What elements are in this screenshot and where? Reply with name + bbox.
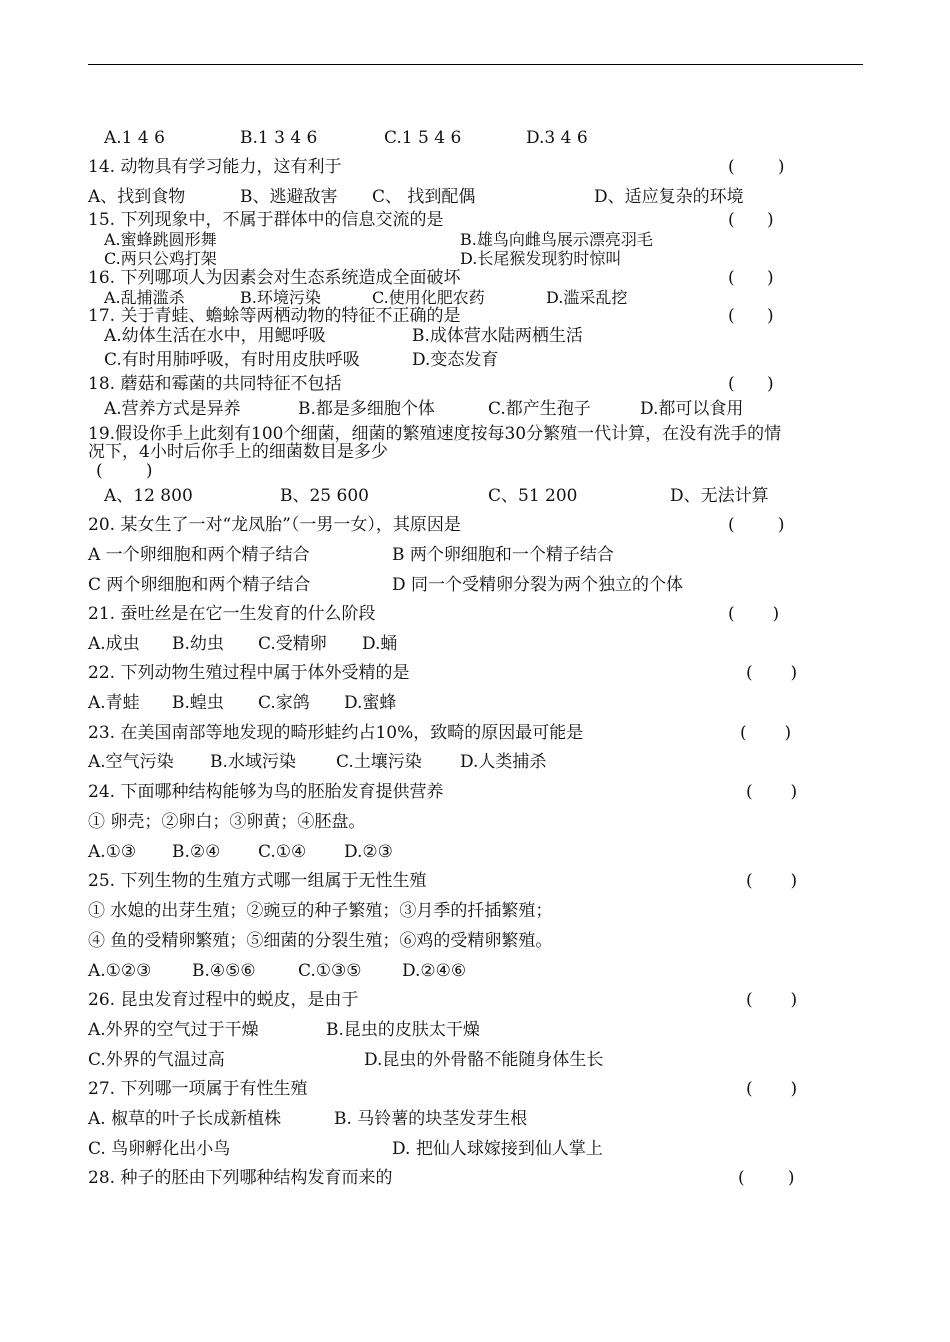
q19-stem-line-1: 19.假设你手上此刻有100个细菌，细菌的繁殖速度按每30分繁殖一代计算，在没有洗手的情 <box>88 424 782 444</box>
q18-option-d: D.都可以食用 <box>640 399 744 419</box>
q16-option-b: B.环境污染 <box>240 288 321 307</box>
q18-option-c: C.都产生孢子 <box>488 399 591 419</box>
q27-option-c: C. 鸟卵孵化出小鸟 <box>88 1139 231 1159</box>
q16-answer-blank[interactable]: ( ) <box>728 268 774 288</box>
q25-items-line-1: ① 水媳的出芽生殖；②豌豆的种子繁殖；③月季的扦插繁殖； <box>88 901 553 921</box>
q14-option-c: C、 找到配偶 <box>372 187 476 207</box>
q22-option-d: D.蜜蜂 <box>344 693 397 713</box>
q23-option-b: B.水域污染 <box>210 752 296 772</box>
q17-answer-blank[interactable]: ( ) <box>728 306 774 326</box>
q18-option-b: B.都是多细胞个体 <box>298 399 435 419</box>
q22-option-b: B.蝗虫 <box>172 693 224 713</box>
q18-answer-blank[interactable]: ( ) <box>728 374 774 394</box>
q21-option-c: C.受精卵 <box>258 634 327 654</box>
q27-stem: 27. 下列哪一项属于有性生殖 <box>88 1079 308 1099</box>
q13-option-b: B.1 3 4 6 <box>240 128 318 148</box>
q25-option-d: D.②④⑥ <box>402 961 467 981</box>
q20-stem: 20. 某女生了一对“龙凤胎”（一男一女），其原因是 <box>88 515 461 535</box>
q24-option-d: D.②③ <box>344 842 393 862</box>
q25-option-b: B.④⑤⑥ <box>192 961 256 981</box>
header-rule <box>88 64 863 65</box>
q16-option-a: A.乱捕滥杀 <box>104 288 185 307</box>
q18-stem: 18. 蘑菇和霉菌的共同特征不包括 <box>88 374 342 394</box>
q23-option-c: C.土壤污染 <box>336 752 422 772</box>
q21-option-d: D.蛹 <box>362 634 398 654</box>
q19-answer-blank[interactable]: ( ) <box>96 461 153 481</box>
q22-option-c: C.家鸽 <box>258 693 310 713</box>
q17-option-d: D.变态发育 <box>412 350 499 370</box>
q24-stem: 24. 下面哪种结构能够为鸟的胚胎发育提供营养 <box>88 782 444 802</box>
q22-answer-blank[interactable]: ( ) <box>746 663 798 683</box>
q27-answer-blank[interactable]: ( ) <box>746 1079 798 1099</box>
q17-option-c: C.有时用肺呼吸，有时用皮肤呼吸 <box>104 350 360 370</box>
q20-option-c: C 两个卵细胞和两个精子结合 <box>88 575 311 595</box>
q15-option-a: A.蜜蜂跳圆形舞 <box>104 230 217 249</box>
q19-stem-line-2: 况下，4小时后你手上的细菌数目是多少 <box>88 442 388 462</box>
q26-option-b: B.昆虫的皮肤太干燥 <box>326 1020 480 1040</box>
q15-stem: 15. 下列现象中，不属于群体中的信息交流的是 <box>88 210 444 230</box>
q21-answer-blank[interactable]: ( ) <box>728 604 780 624</box>
q20-option-d: D 同一个受精卵分裂为两个独立的个体 <box>392 575 684 595</box>
q15-option-d: D.长尾猴发现豹时惊叫 <box>460 249 622 268</box>
q28-answer-blank[interactable]: ( ) <box>738 1168 795 1188</box>
q14-option-d: D、适应复杂的环境 <box>594 187 744 207</box>
q13-option-a: A.1 4 6 <box>104 128 165 148</box>
q21-option-a: A.成虫 <box>88 634 140 654</box>
q19-option-d: D、无法计算 <box>670 486 769 506</box>
q21-stem: 21. 蚕吐丝是在它一生发育的什么阶段 <box>88 604 376 624</box>
q14-stem: 14. 动物具有学习能力，这有利于 <box>88 157 342 177</box>
q25-option-a: A.①②③ <box>88 961 152 981</box>
q23-answer-blank[interactable]: ( ) <box>740 723 792 743</box>
q16-option-c: C.使用化肥农药 <box>372 288 485 307</box>
q24-answer-blank[interactable]: ( ) <box>746 782 798 802</box>
q20-option-b: B 两个卵细胞和一个精子结合 <box>392 545 614 565</box>
q15-answer-blank[interactable]: ( ) <box>728 210 774 230</box>
q19-option-b: B、25 600 <box>280 486 369 506</box>
q23-option-d: D.人类捕杀 <box>460 752 547 772</box>
q27-option-d: D. 把仙人球嫁接到仙人掌上 <box>392 1139 603 1159</box>
q25-items-line-2: ④ 鱼的受精卵繁殖；⑤细菌的分裂生殖；⑥鸡的受精卵繁殖。 <box>88 931 553 951</box>
q17-option-b: B.成体营水陆两栖生活 <box>412 326 583 346</box>
q26-option-a: A.外界的空气过于干燥 <box>88 1020 259 1040</box>
q20-answer-blank[interactable]: ( ) <box>728 515 785 535</box>
q25-stem: 25. 下列生物的生殖方式哪一组属于无性生殖 <box>88 871 427 891</box>
q14-option-a: A、找到食物 <box>88 187 186 207</box>
q14-option-b: B、逃避敌害 <box>240 187 338 207</box>
q17-option-a: A.幼体生活在水中，用鳃呼吸 <box>104 326 326 346</box>
q13-option-d: D.3 4 6 <box>526 128 588 148</box>
q25-option-c: C.①③⑤ <box>298 961 362 981</box>
q26-answer-blank[interactable]: ( ) <box>746 990 798 1010</box>
q24-option-b: B.②④ <box>172 842 221 862</box>
q17-stem: 17. 关于青蛙、蟾蜍等两栖动物的特征不正确的是 <box>88 306 461 326</box>
q24-items: ① 卵壳；②卵白；③卵黄；④胚盘。 <box>88 812 366 832</box>
q19-option-a: A、12 800 <box>104 486 193 506</box>
q15-option-b: B.雄鸟向雌鸟展示漂亮羽毛 <box>460 230 653 249</box>
q21-option-b: B.幼虫 <box>172 634 224 654</box>
q28-stem: 28. 种子的胚由下列哪种结构发育而来的 <box>88 1168 393 1188</box>
q26-stem: 26. 昆虫发育过程中的蜕皮，是由于 <box>88 990 359 1010</box>
q23-stem: 23. 在美国南部等地发现的畸形蛙约占10%，致畸的原因最可能是 <box>88 723 584 743</box>
q19-option-c: C、51 200 <box>488 486 578 506</box>
q20-option-a: A 一个卵细胞和两个精子结合 <box>88 545 310 565</box>
q22-option-a: A.青蛙 <box>88 693 140 713</box>
q26-option-d: D.昆虫的外骨骼不能随身体生长 <box>364 1050 604 1070</box>
q22-stem: 22. 下列动物生殖过程中属于体外受精的是 <box>88 663 410 683</box>
q15-option-c: C.两只公鸡打架 <box>104 249 217 268</box>
q13-option-c: C.1 5 4 6 <box>384 128 462 148</box>
q16-option-d: D.滥采乱挖 <box>546 288 628 307</box>
q18-option-a: A.营养方式是异养 <box>104 399 241 419</box>
q23-option-a: A.空气污染 <box>88 752 174 772</box>
q16-stem: 16. 下列哪项人为因素会对生态系统造成全面破坏 <box>88 268 461 288</box>
q14-answer-blank[interactable]: ( ) <box>728 157 785 177</box>
q27-option-a: A. 椒草的叶子长成新植株 <box>88 1109 282 1129</box>
q26-option-c: C.外界的气温过高 <box>88 1050 225 1070</box>
q27-option-b: B. 马铃薯的块茎发芽生根 <box>334 1109 528 1129</box>
q25-answer-blank[interactable]: ( ) <box>746 871 798 891</box>
q24-option-a: A.①③ <box>88 842 137 862</box>
q24-option-c: C.①④ <box>258 842 307 862</box>
